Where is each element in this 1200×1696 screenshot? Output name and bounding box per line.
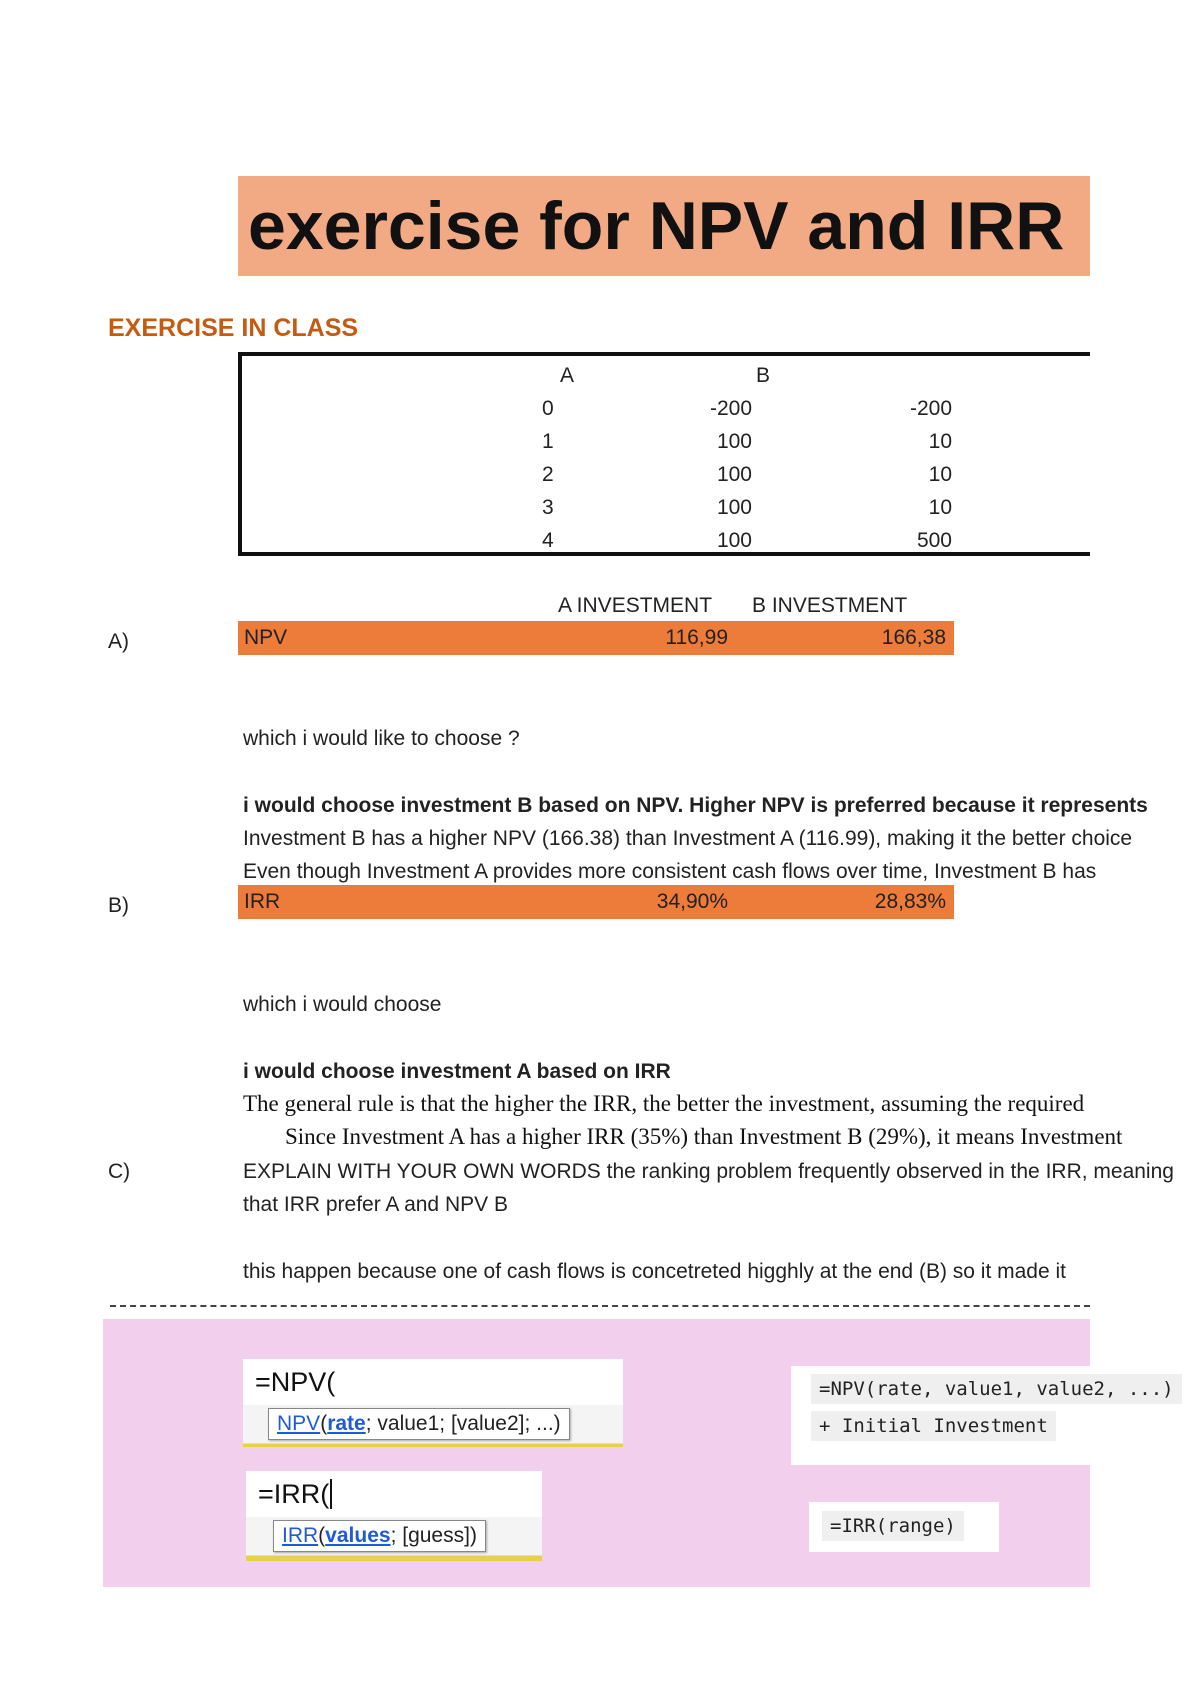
initial-investment-code: + Initial Investment bbox=[811, 1411, 1056, 1441]
cash-flow-b-cell: 10 bbox=[928, 496, 952, 519]
column-header-a: A bbox=[560, 364, 575, 387]
column-header-b: B bbox=[756, 364, 771, 387]
highlight-strip bbox=[246, 1556, 542, 1561]
irr-remaining-args: ; [guess]) bbox=[390, 1524, 477, 1547]
title-banner bbox=[238, 176, 1090, 276]
irr-code-snippet bbox=[809, 1502, 999, 1552]
irr-formula-input: =IRR( bbox=[258, 1479, 332, 1510]
formula-reference-area bbox=[103, 1319, 1174, 1587]
npv-value-b: 166,38 bbox=[881, 626, 946, 649]
question-c-line: that IRR prefer A and NPV B bbox=[243, 1193, 508, 1216]
answer-a-bold: i would choose investment B based on NPV. Higher NPV is preferred because it represents bbox=[243, 794, 1148, 817]
rate-argument[interactable]: rate bbox=[327, 1412, 366, 1435]
section-label: EXERCISE IN CLASS bbox=[108, 314, 359, 342]
npv-label: NPV bbox=[244, 626, 288, 649]
answer-a-line: Investment B has a higher NPV (166.38) than Investment A (116.99), making it the better choice bbox=[243, 827, 1133, 850]
answer-a-line: Even though Investment A provides more consistent cash flows over time, Investment B has bbox=[243, 860, 1097, 883]
answer-b-bold: i would choose investment A based on IRR bbox=[243, 1060, 671, 1083]
answer-c: this happen because one of cash flows is concetreted higghly at the end (B) so it made it bbox=[243, 1260, 1066, 1283]
npv-syntax-code: =NPV(rate, value1, value2, ...) bbox=[811, 1374, 1182, 1404]
npv-function-link[interactable]: NPV bbox=[277, 1412, 321, 1435]
b-investment-header: B INVESTMENT bbox=[752, 594, 908, 617]
period-cell: 4 bbox=[542, 529, 554, 552]
period-cell: 3 bbox=[542, 496, 554, 519]
cash-flow-a-cell: 100 bbox=[716, 430, 752, 453]
cash-flow-b-cell: 10 bbox=[928, 430, 952, 453]
values-argument[interactable]: values bbox=[325, 1524, 391, 1547]
question-a: which i would like to choose ? bbox=[243, 727, 520, 750]
irr-value-b: 28,83% bbox=[874, 890, 946, 913]
irr-syntax-tooltip: IRR(values; [guess]) bbox=[273, 1520, 486, 1552]
question-b: which i would choose bbox=[243, 993, 442, 1016]
cash-flow-a-cell: 100 bbox=[716, 496, 752, 519]
cash-flow-table bbox=[238, 352, 1090, 556]
cash-flow-b-cell: -200 bbox=[909, 397, 952, 420]
question-c: EXPLAIN WITH YOUR OWN WORDS the ranking problem frequently observed in the IRR, meaning bbox=[243, 1160, 1174, 1183]
answer-b-line: Since Investment A has a higher IRR (35%) than Investment B (29%), it means Investment bbox=[285, 1124, 1123, 1149]
npv-syntax-tooltip: NPV(rate; value1; [value2]; ...) bbox=[268, 1408, 570, 1440]
cash-flow-b-cell: 500 bbox=[916, 529, 952, 552]
period-cell: 1 bbox=[542, 430, 554, 453]
period-cell: 2 bbox=[542, 463, 554, 486]
npv-row bbox=[238, 621, 954, 655]
cash-flow-a-cell: 100 bbox=[716, 463, 752, 486]
cash-flow-a-cell: -200 bbox=[709, 397, 752, 420]
a-investment-header: A INVESTMENT bbox=[558, 594, 713, 617]
part-b-marker: B) bbox=[108, 894, 129, 917]
part-c-marker: C) bbox=[108, 1160, 131, 1183]
part-a-marker: A) bbox=[108, 630, 129, 653]
npv-formula-input: =NPV( bbox=[255, 1367, 336, 1397]
npv-value-a: 116,99 bbox=[665, 626, 728, 649]
irr-label: IRR bbox=[244, 890, 281, 913]
irr-formula-bar bbox=[246, 1471, 542, 1518]
period-cell: 0 bbox=[542, 397, 554, 420]
page-title: exercise for NPV and IRR bbox=[248, 188, 1065, 264]
npv-remaining-args: ; value1; [value2]; ...) bbox=[365, 1412, 561, 1435]
answer-b-line: The general rule is that the higher the IRR, the better the investment, assuming the required bbox=[243, 1091, 1085, 1116]
cash-flow-a-cell: 100 bbox=[716, 529, 752, 552]
npv-code-snippet bbox=[791, 1366, 1174, 1465]
irr-function-link[interactable]: IRR bbox=[282, 1524, 319, 1547]
irr-value-a: 34,90% bbox=[656, 890, 728, 913]
irr-row bbox=[238, 885, 954, 919]
dashed-divider bbox=[110, 1305, 1090, 1307]
irr-syntax-code: =IRR(range) bbox=[822, 1511, 964, 1541]
highlight-strip bbox=[243, 1444, 623, 1447]
npv-formula-bar bbox=[243, 1359, 623, 1406]
cash-flow-b-cell: 10 bbox=[928, 463, 952, 486]
